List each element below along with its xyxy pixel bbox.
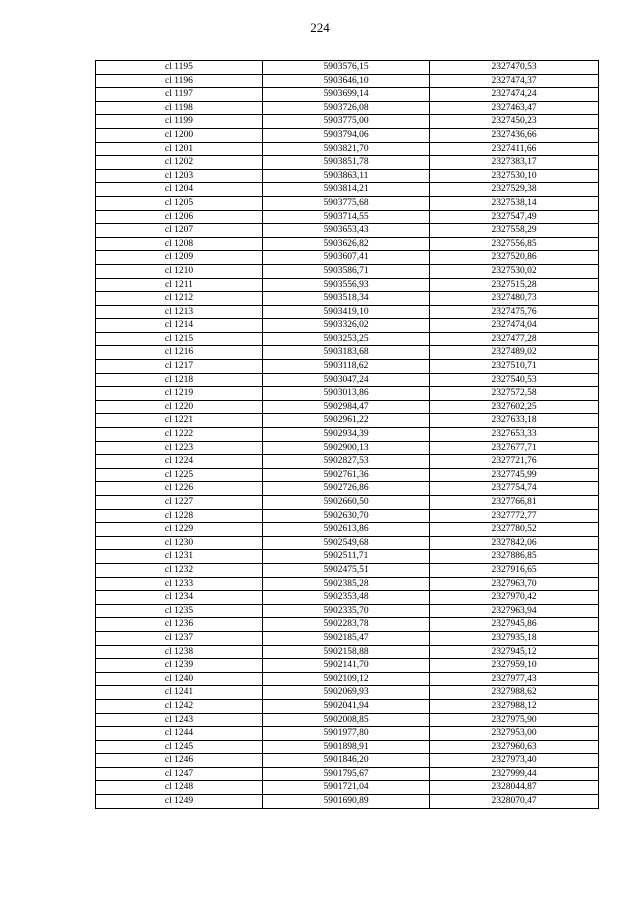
x-coordinate-cell: 5903586,71 — [263, 264, 430, 278]
y-coordinate-cell: 2327745,99 — [430, 468, 599, 482]
table-row — [96, 618, 599, 632]
y-coordinate-cell: 2327530,10 — [430, 169, 599, 183]
table-row — [96, 319, 599, 333]
y-coordinate-cell: 2327945,12 — [430, 645, 599, 659]
point-id-cell: cl 1239 — [96, 659, 263, 673]
y-coordinate-cell: 2327766,81 — [430, 496, 599, 510]
point-id-cell: cl 1226 — [96, 482, 263, 496]
table-row — [96, 115, 599, 129]
point-id-cell: cl 1225 — [96, 468, 263, 482]
y-coordinate-cell: 2327780,52 — [430, 523, 599, 537]
table-row — [96, 332, 599, 346]
table-row — [96, 237, 599, 251]
table-row — [96, 414, 599, 428]
table-row — [96, 550, 599, 564]
table-row — [96, 264, 599, 278]
point-id-cell: cl 1242 — [96, 699, 263, 713]
y-coordinate-cell: 2327963,94 — [430, 604, 599, 618]
point-id-cell: cl 1218 — [96, 373, 263, 387]
point-id-cell: cl 1217 — [96, 360, 263, 374]
x-coordinate-cell: 5902511,71 — [263, 550, 430, 564]
table-row — [96, 686, 599, 700]
x-coordinate-cell: 5901846,20 — [263, 754, 430, 768]
x-coordinate-cell: 5903646,10 — [263, 74, 430, 88]
point-id-cell: cl 1202 — [96, 156, 263, 170]
y-coordinate-cell: 2328070,47 — [430, 795, 599, 809]
table-row — [96, 468, 599, 482]
y-coordinate-cell: 2327538,14 — [430, 196, 599, 210]
table-row — [96, 509, 599, 523]
x-coordinate-cell: 5902761,36 — [263, 468, 430, 482]
x-coordinate-cell: 5902069,93 — [263, 686, 430, 700]
point-id-cell: cl 1234 — [96, 591, 263, 605]
y-coordinate-cell: 2327945,86 — [430, 618, 599, 632]
point-id-cell: cl 1232 — [96, 563, 263, 577]
point-id-cell: cl 1222 — [96, 428, 263, 442]
y-coordinate-cell: 2327383,17 — [430, 156, 599, 170]
table-row — [96, 128, 599, 142]
table-row — [96, 563, 599, 577]
table-row — [96, 224, 599, 238]
x-coordinate-cell: 5903626,82 — [263, 237, 430, 251]
x-coordinate-cell: 5903653,43 — [263, 224, 430, 238]
y-coordinate-cell: 2327572,58 — [430, 387, 599, 401]
point-id-cell: cl 1235 — [96, 604, 263, 618]
table-row — [96, 767, 599, 781]
point-id-cell: cl 1220 — [96, 400, 263, 414]
x-coordinate-cell: 5903556,93 — [263, 278, 430, 292]
table-row — [96, 754, 599, 768]
point-id-cell: cl 1212 — [96, 292, 263, 306]
table-row — [96, 631, 599, 645]
point-id-cell: cl 1200 — [96, 128, 263, 142]
y-coordinate-cell: 2327963,70 — [430, 577, 599, 591]
table-row — [96, 496, 599, 510]
y-coordinate-cell: 2327450,23 — [430, 115, 599, 129]
y-coordinate-cell: 2327916,65 — [430, 563, 599, 577]
point-id-cell: cl 1215 — [96, 332, 263, 346]
x-coordinate-cell: 5902900,13 — [263, 441, 430, 455]
y-coordinate-cell: 2327988,62 — [430, 686, 599, 700]
point-id-cell: cl 1216 — [96, 346, 263, 360]
table-row — [96, 196, 599, 210]
table-row — [96, 795, 599, 809]
point-id-cell: cl 1245 — [96, 740, 263, 754]
x-coordinate-cell: 5901721,04 — [263, 781, 430, 795]
x-coordinate-cell: 5901898,91 — [263, 740, 430, 754]
y-coordinate-cell: 2327721,76 — [430, 455, 599, 469]
x-coordinate-cell: 5903775,68 — [263, 196, 430, 210]
table-row — [96, 713, 599, 727]
point-id-cell: cl 1241 — [96, 686, 263, 700]
table-row — [96, 305, 599, 319]
y-coordinate-cell: 2327529,38 — [430, 183, 599, 197]
table-row — [96, 727, 599, 741]
point-id-cell: cl 1236 — [96, 618, 263, 632]
y-coordinate-cell: 2327842,06 — [430, 536, 599, 550]
x-coordinate-cell: 5902660,50 — [263, 496, 430, 510]
y-coordinate-cell: 2327602,25 — [430, 400, 599, 414]
x-coordinate-cell: 5903576,15 — [263, 61, 430, 75]
x-coordinate-cell: 5903013,86 — [263, 387, 430, 401]
y-coordinate-cell: 2327489,02 — [430, 346, 599, 360]
x-coordinate-cell: 5902158,88 — [263, 645, 430, 659]
table-row — [96, 672, 599, 686]
point-id-cell: cl 1230 — [96, 536, 263, 550]
table-row — [96, 373, 599, 387]
y-coordinate-cell: 2327653,33 — [430, 428, 599, 442]
y-coordinate-cell: 2327754,74 — [430, 482, 599, 496]
point-id-cell: cl 1223 — [96, 441, 263, 455]
x-coordinate-cell: 5903726,08 — [263, 101, 430, 115]
point-id-cell: cl 1246 — [96, 754, 263, 768]
table-row — [96, 699, 599, 713]
x-coordinate-cell: 5901690,89 — [263, 795, 430, 809]
point-id-cell: cl 1205 — [96, 196, 263, 210]
point-id-cell: cl 1248 — [96, 781, 263, 795]
x-coordinate-cell: 5903775,00 — [263, 115, 430, 129]
table-row — [96, 292, 599, 306]
y-coordinate-cell: 2327973,40 — [430, 754, 599, 768]
x-coordinate-cell: 5903821,70 — [263, 142, 430, 156]
coordinates-table — [95, 60, 599, 809]
table-row — [96, 659, 599, 673]
y-coordinate-cell: 2327547,49 — [430, 210, 599, 224]
point-id-cell: cl 1244 — [96, 727, 263, 741]
x-coordinate-cell: 5903863,11 — [263, 169, 430, 183]
x-coordinate-cell: 5902335,70 — [263, 604, 430, 618]
table-row — [96, 740, 599, 754]
y-coordinate-cell: 2327959,10 — [430, 659, 599, 673]
point-id-cell: cl 1231 — [96, 550, 263, 564]
x-coordinate-cell: 5902984,47 — [263, 400, 430, 414]
point-id-cell: cl 1203 — [96, 169, 263, 183]
x-coordinate-cell: 5902141,70 — [263, 659, 430, 673]
point-id-cell: cl 1206 — [96, 210, 263, 224]
x-coordinate-cell: 5901977,80 — [263, 727, 430, 741]
table-row — [96, 278, 599, 292]
x-coordinate-cell: 5902283,78 — [263, 618, 430, 632]
table-row — [96, 74, 599, 88]
table-row — [96, 536, 599, 550]
y-coordinate-cell: 2327886,85 — [430, 550, 599, 564]
table-row — [96, 400, 599, 414]
x-coordinate-cell: 5902726,86 — [263, 482, 430, 496]
table-row — [96, 360, 599, 374]
y-coordinate-cell: 2328044,87 — [430, 781, 599, 795]
y-coordinate-cell: 2327436,66 — [430, 128, 599, 142]
point-id-cell: cl 1219 — [96, 387, 263, 401]
x-coordinate-cell: 5902041,94 — [263, 699, 430, 713]
y-coordinate-cell: 2327474,24 — [430, 88, 599, 102]
point-id-cell: cl 1243 — [96, 713, 263, 727]
x-coordinate-cell: 5903183,68 — [263, 346, 430, 360]
table-row — [96, 251, 599, 265]
x-coordinate-cell: 5902008,85 — [263, 713, 430, 727]
table-row — [96, 169, 599, 183]
point-id-cell: cl 1240 — [96, 672, 263, 686]
y-coordinate-cell: 2327480,73 — [430, 292, 599, 306]
x-coordinate-cell: 5902613,86 — [263, 523, 430, 537]
x-coordinate-cell: 5903253,25 — [263, 332, 430, 346]
point-id-cell: cl 1247 — [96, 767, 263, 781]
x-coordinate-cell: 5903326,02 — [263, 319, 430, 333]
point-id-cell: cl 1224 — [96, 455, 263, 469]
point-id-cell: cl 1201 — [96, 142, 263, 156]
point-id-cell: cl 1195 — [96, 61, 263, 75]
x-coordinate-cell: 5903714,55 — [263, 210, 430, 224]
y-coordinate-cell: 2327975,90 — [430, 713, 599, 727]
x-coordinate-cell: 5903607,41 — [263, 251, 430, 265]
x-coordinate-cell: 5903118,62 — [263, 360, 430, 374]
table-row — [96, 346, 599, 360]
point-id-cell: cl 1198 — [96, 101, 263, 115]
table-row — [96, 577, 599, 591]
x-coordinate-cell: 5903851,78 — [263, 156, 430, 170]
table-row — [96, 210, 599, 224]
x-coordinate-cell: 5902475,51 — [263, 563, 430, 577]
table-row — [96, 591, 599, 605]
point-id-cell: cl 1233 — [96, 577, 263, 591]
y-coordinate-cell: 2327999,44 — [430, 767, 599, 781]
y-coordinate-cell: 2327935,18 — [430, 631, 599, 645]
x-coordinate-cell: 5903419,10 — [263, 305, 430, 319]
table-row — [96, 604, 599, 618]
x-coordinate-cell: 5902630,70 — [263, 509, 430, 523]
y-coordinate-cell: 2327510,71 — [430, 360, 599, 374]
point-id-cell: cl 1249 — [96, 795, 263, 809]
y-coordinate-cell: 2327633,18 — [430, 414, 599, 428]
x-coordinate-cell: 5902934,39 — [263, 428, 430, 442]
table-row — [96, 455, 599, 469]
table-row — [96, 183, 599, 197]
y-coordinate-cell: 2327970,42 — [430, 591, 599, 605]
x-coordinate-cell: 5902549,68 — [263, 536, 430, 550]
table-row — [96, 781, 599, 795]
table-row — [96, 441, 599, 455]
table-row — [96, 428, 599, 442]
y-coordinate-cell: 2327988,12 — [430, 699, 599, 713]
y-coordinate-cell: 2327953,00 — [430, 727, 599, 741]
y-coordinate-cell: 2327556,85 — [430, 237, 599, 251]
x-coordinate-cell: 5901795,67 — [263, 767, 430, 781]
x-coordinate-cell: 5902109,12 — [263, 672, 430, 686]
table-row — [96, 482, 599, 496]
x-coordinate-cell: 5902185,47 — [263, 631, 430, 645]
point-id-cell: cl 1228 — [96, 509, 263, 523]
y-coordinate-cell: 2327515,28 — [430, 278, 599, 292]
y-coordinate-cell: 2327677,71 — [430, 441, 599, 455]
x-coordinate-cell: 5903794,06 — [263, 128, 430, 142]
y-coordinate-cell: 2327960,63 — [430, 740, 599, 754]
x-coordinate-cell: 5903047,24 — [263, 373, 430, 387]
y-coordinate-cell: 2327977,43 — [430, 672, 599, 686]
y-coordinate-cell: 2327477,28 — [430, 332, 599, 346]
x-coordinate-cell: 5902385,28 — [263, 577, 430, 591]
point-id-cell: cl 1237 — [96, 631, 263, 645]
table-row — [96, 88, 599, 102]
y-coordinate-cell: 2327520,86 — [430, 251, 599, 265]
y-coordinate-cell: 2327540,53 — [430, 373, 599, 387]
y-coordinate-cell: 2327530,02 — [430, 264, 599, 278]
point-id-cell: cl 1213 — [96, 305, 263, 319]
x-coordinate-cell: 5902353,48 — [263, 591, 430, 605]
y-coordinate-cell: 2327772,77 — [430, 509, 599, 523]
coordinates-table-body — [96, 61, 599, 809]
x-coordinate-cell: 5902961,22 — [263, 414, 430, 428]
point-id-cell: cl 1211 — [96, 278, 263, 292]
point-id-cell: cl 1208 — [96, 237, 263, 251]
x-coordinate-cell: 5902827,53 — [263, 455, 430, 469]
point-id-cell: cl 1199 — [96, 115, 263, 129]
page-number: 224 — [310, 20, 330, 35]
y-coordinate-cell: 2327474,37 — [430, 74, 599, 88]
y-coordinate-cell: 2327475,76 — [430, 305, 599, 319]
table-row — [96, 142, 599, 156]
point-id-cell: cl 1238 — [96, 645, 263, 659]
x-coordinate-cell: 5903518,34 — [263, 292, 430, 306]
table-row — [96, 645, 599, 659]
y-coordinate-cell: 2327474,04 — [430, 319, 599, 333]
point-id-cell: cl 1210 — [96, 264, 263, 278]
table-row — [96, 523, 599, 537]
x-coordinate-cell: 5903814,21 — [263, 183, 430, 197]
point-id-cell: cl 1221 — [96, 414, 263, 428]
point-id-cell: cl 1196 — [96, 74, 263, 88]
point-id-cell: cl 1204 — [96, 183, 263, 197]
table-row — [96, 387, 599, 401]
point-id-cell: cl 1214 — [96, 319, 263, 333]
table-row — [96, 61, 599, 75]
table-row — [96, 101, 599, 115]
y-coordinate-cell: 2327558,29 — [430, 224, 599, 238]
table-row — [96, 156, 599, 170]
point-id-cell: cl 1207 — [96, 224, 263, 238]
y-coordinate-cell: 2327463,47 — [430, 101, 599, 115]
point-id-cell: cl 1229 — [96, 523, 263, 537]
y-coordinate-cell: 2327470,53 — [430, 61, 599, 75]
point-id-cell: cl 1209 — [96, 251, 263, 265]
x-coordinate-cell: 5903699,14 — [263, 88, 430, 102]
y-coordinate-cell: 2327411,66 — [430, 142, 599, 156]
point-id-cell: cl 1227 — [96, 496, 263, 510]
point-id-cell: cl 1197 — [96, 88, 263, 102]
